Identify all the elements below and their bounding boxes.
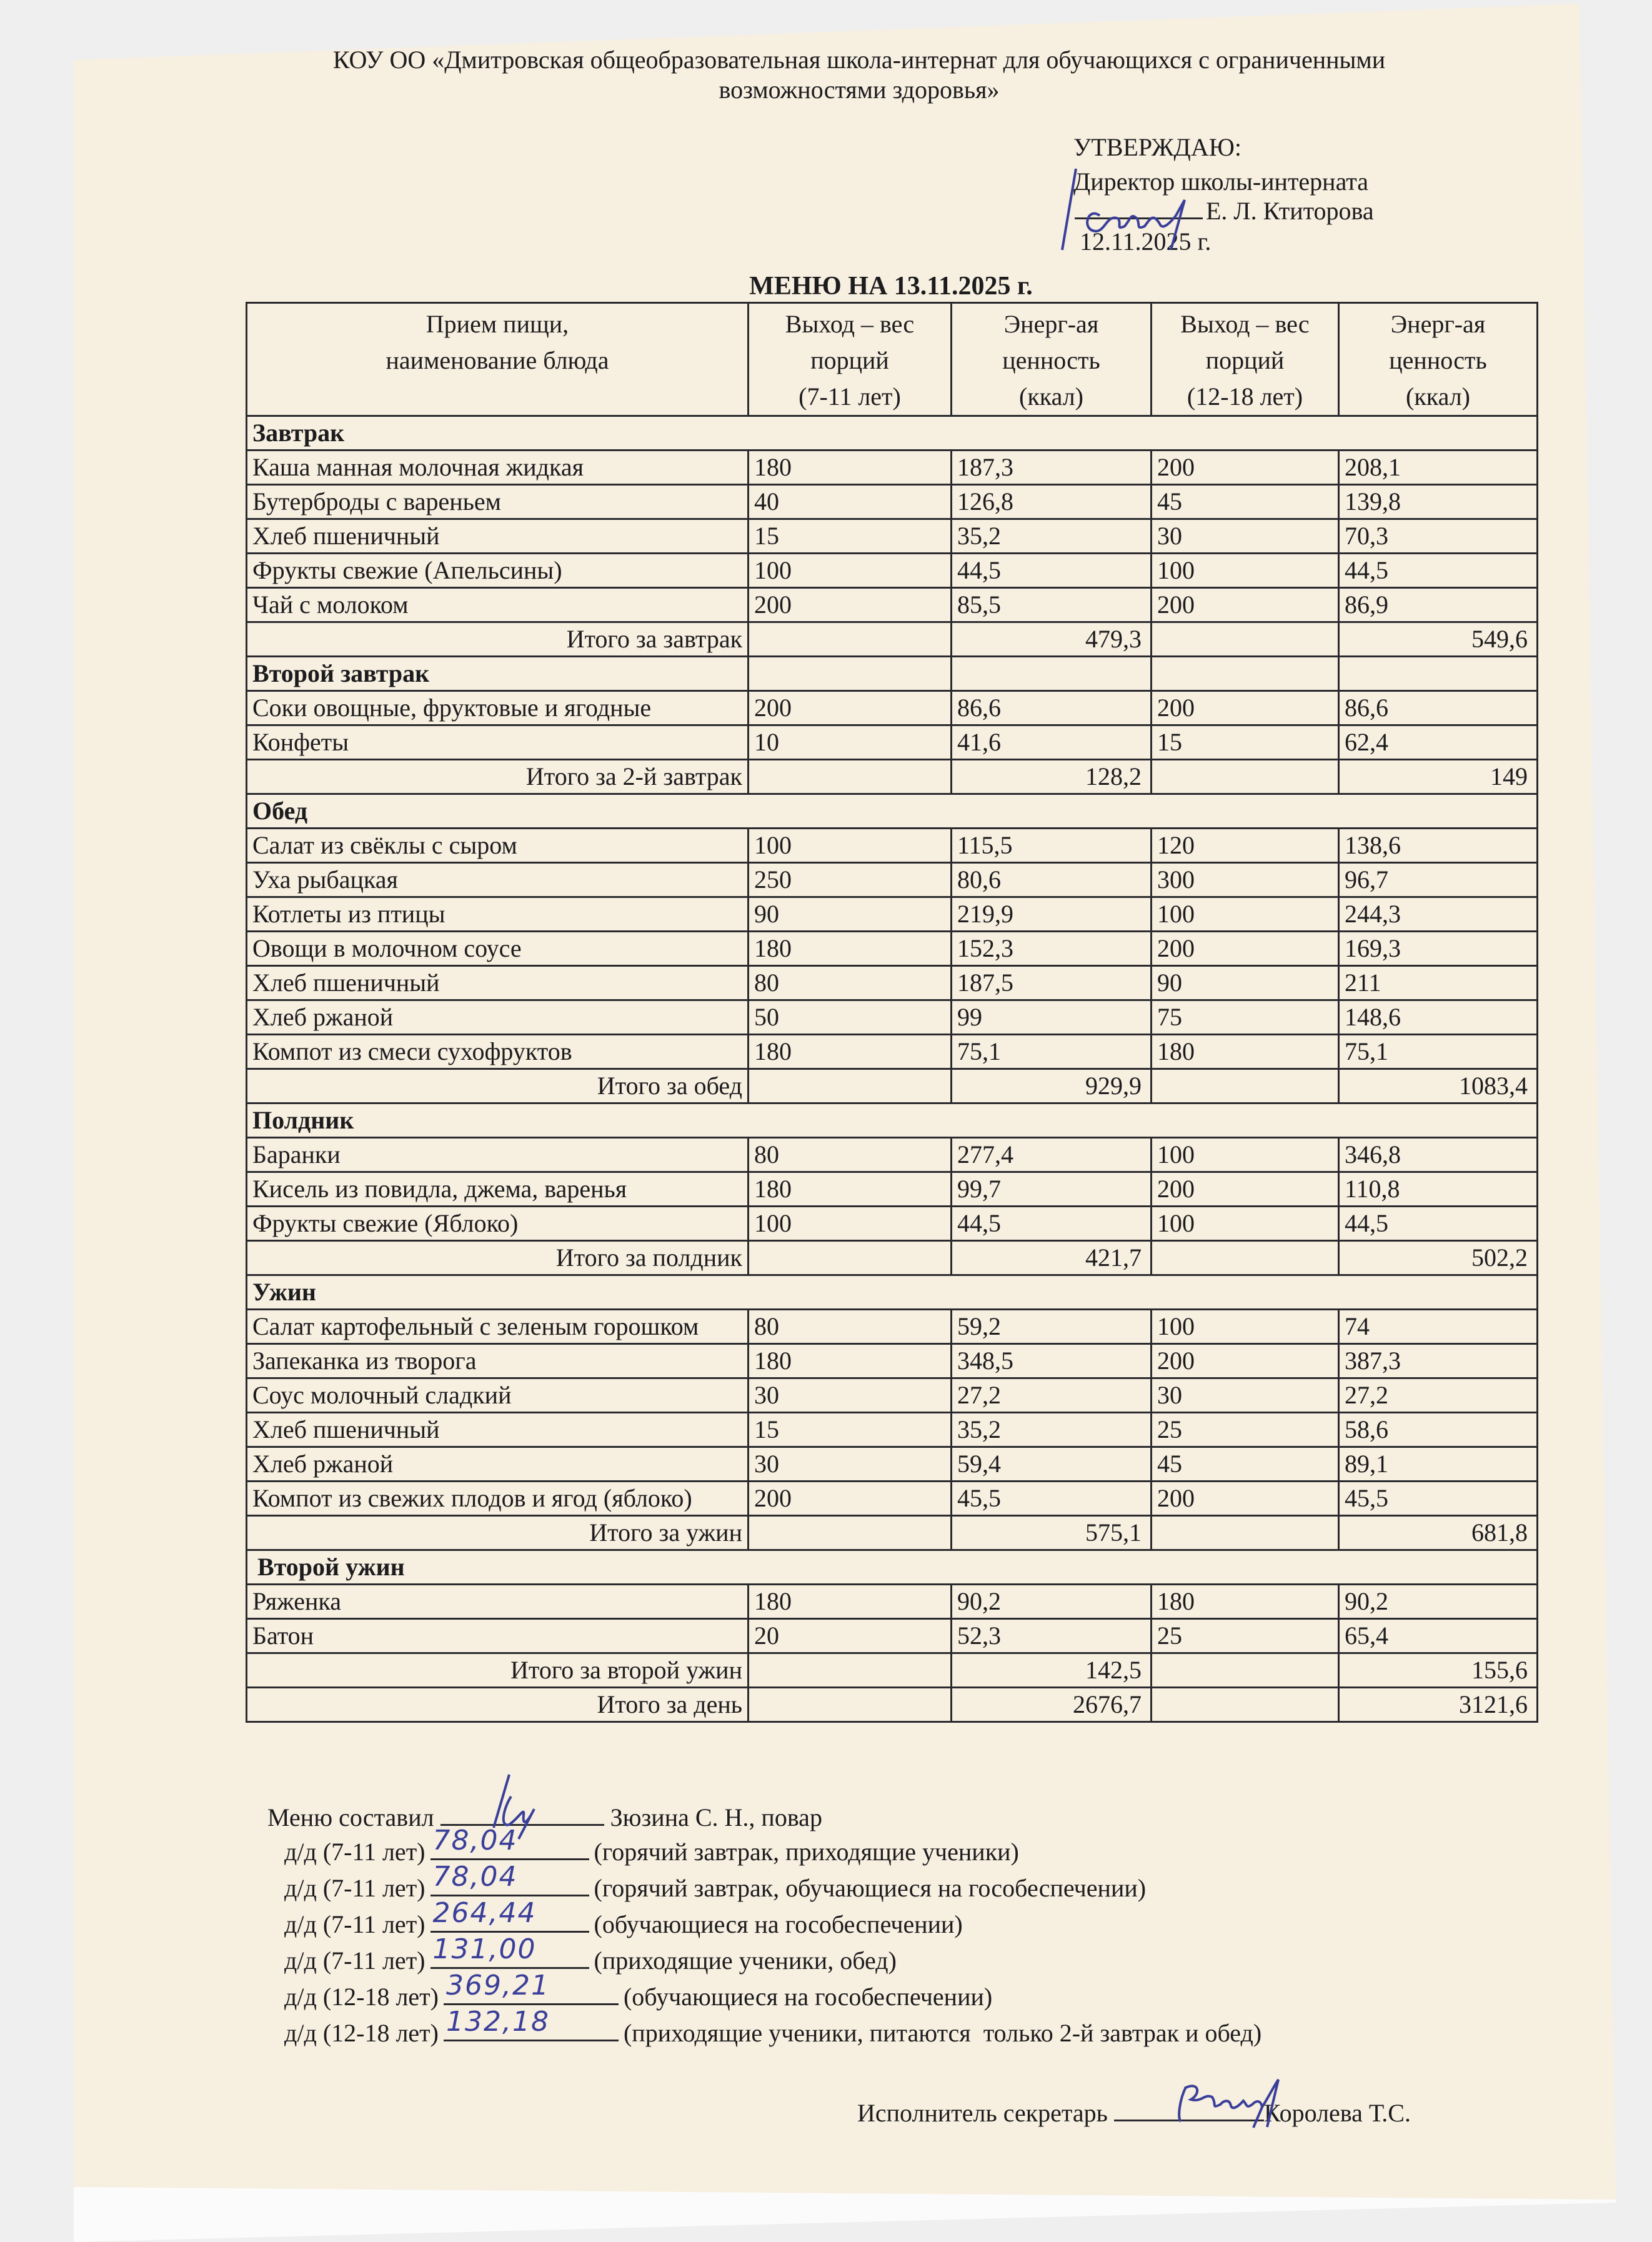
column-header-text: (ккал)	[1406, 382, 1470, 411]
energy-12-18: 211	[1339, 966, 1538, 1000]
cost-amount-handwritten: 78,04	[432, 1861, 518, 1893]
total-energy-12-18: 549,6	[1339, 622, 1538, 657]
column-header-energy-12-18	[1339, 303, 1538, 416]
dish-name: Соки овощные, фруктовые и ягодные	[247, 691, 749, 725]
column-header-text: Энерг-ая	[1390, 310, 1486, 338]
cost-age-group: д/д (12-18 лет)	[284, 2019, 439, 2047]
energy-7-11: 35,2	[952, 1413, 1152, 1447]
total-label: Итого за второй ужин	[247, 1653, 749, 1688]
dish-name: Хлеб пшеничный	[247, 519, 749, 554]
energy-12-18: 70,3	[1339, 519, 1538, 554]
weight-7-11: 80	[749, 966, 952, 1000]
dish-name: Компот из смеси сухофруктов	[247, 1035, 749, 1069]
cost-amount-handwritten: 132,18	[445, 2006, 550, 2038]
column-header-text: порций	[810, 346, 889, 374]
dish-name: Фрукты свежие (Яблоко)	[247, 1207, 749, 1241]
weight-12-18: 200	[1152, 451, 1339, 485]
approval-title: УТВЕРЖДАЮ:	[1073, 133, 1241, 161]
dish-name: Хлеб ржаной	[247, 1000, 749, 1035]
approval-name: Е. Л. Ктиторова	[1206, 197, 1374, 225]
weight-12-18: 100	[1152, 1310, 1339, 1344]
section-header-row	[247, 1104, 1538, 1138]
section-total-row	[247, 1653, 1538, 1688]
column-header-text: ценность	[1002, 346, 1100, 374]
energy-7-11: 219,9	[952, 897, 1152, 932]
energy-7-11: 152,3	[952, 932, 1152, 966]
empty-cell	[1152, 760, 1339, 794]
energy-12-18: 96,7	[1339, 863, 1538, 897]
table-row	[247, 863, 1538, 897]
section-title: Ужин	[247, 1275, 1538, 1310]
weight-7-11: 80	[749, 1138, 952, 1172]
weight-12-18: 100	[1152, 554, 1339, 588]
total-energy-7-11: 929,9	[952, 1069, 1152, 1104]
energy-12-18: 90,2	[1339, 1585, 1538, 1619]
section-total-row	[247, 1069, 1538, 1104]
column-header-text: ценность	[1389, 346, 1487, 374]
column-header-energy-7-11	[952, 303, 1152, 416]
energy-7-11: 44,5	[952, 1207, 1152, 1241]
energy-12-18: 58,6	[1339, 1413, 1538, 1447]
cost-amount-field	[430, 1933, 589, 1969]
cost-amount-field	[444, 1970, 619, 2005]
cost-amount-field	[444, 2006, 619, 2041]
weight-7-11: 180	[749, 1344, 952, 1378]
dish-name: Конфеты	[247, 725, 749, 760]
weight-12-18: 25	[1152, 1413, 1339, 1447]
cost-amount-handwritten: 369,21	[445, 1970, 550, 2001]
total-label: Итого за завтрак	[247, 622, 749, 657]
weight-12-18: 300	[1152, 863, 1339, 897]
energy-7-11: 44,5	[952, 554, 1152, 588]
organization-name-line1: КОУ ОО «Дмитровская общеобразовательная школа-интернат для обучающихся с ограниченными	[332, 46, 1386, 74]
empty-cell	[749, 1241, 952, 1275]
cost-note: (горячий завтрак, обучающиеся на гособеспечении)	[594, 1874, 1147, 1902]
table-row	[247, 1172, 1538, 1207]
table-row	[247, 1447, 1538, 1482]
energy-7-11: 59,4	[952, 1447, 1152, 1482]
energy-12-18: 44,5	[1339, 554, 1538, 588]
weight-7-11: 80	[749, 1310, 952, 1344]
dish-name: Кисель из повидла, джема, варенья	[247, 1172, 749, 1207]
energy-12-18: 110,8	[1339, 1172, 1538, 1207]
section-header-row	[247, 1550, 1538, 1585]
table-row	[247, 1035, 1538, 1069]
energy-7-11: 115,5	[952, 829, 1152, 863]
energy-7-11: 45,5	[952, 1482, 1152, 1516]
weight-7-11: 100	[749, 1207, 952, 1241]
empty-cell	[1152, 1516, 1339, 1550]
energy-7-11: 35,2	[952, 519, 1152, 554]
column-header-text: (ккал)	[1019, 382, 1083, 411]
table-row	[247, 451, 1538, 485]
cost-row	[284, 1825, 1019, 1866]
empty-cell	[1152, 1653, 1339, 1688]
dish-name: Котлеты из птицы	[247, 897, 749, 932]
cost-note: (горячий завтрак, приходящие ученики)	[594, 1838, 1019, 1866]
dish-name: Соус молочный сладкий	[247, 1378, 749, 1413]
total-energy-12-18: 681,8	[1339, 1516, 1538, 1550]
energy-12-18: 27,2	[1339, 1378, 1538, 1413]
day-total-label: Итого за день	[247, 1688, 749, 1722]
table-row	[247, 1585, 1538, 1619]
dish-name: Компот из свежих плодов и ягод (яблоко)	[247, 1482, 749, 1516]
weight-7-11: 180	[749, 1172, 952, 1207]
empty-cell	[749, 1516, 952, 1550]
weight-7-11: 180	[749, 1035, 952, 1069]
cost-note: (обучающиеся на гособеспечении)	[594, 1910, 963, 1938]
director-signature	[1037, 156, 1237, 281]
column-header-text: Выход – вес	[785, 310, 915, 338]
dish-name: Салат картофельный с зеленым горошком	[247, 1310, 749, 1344]
weight-7-11: 200	[749, 588, 952, 622]
cost-amount-handwritten: 264,44	[432, 1897, 537, 1929]
section-total-row	[247, 622, 1538, 657]
energy-7-11: 277,4	[952, 1138, 1152, 1172]
column-header-text: (12-18 лет)	[1187, 382, 1303, 411]
total-label: Итого за полдник	[247, 1241, 749, 1275]
cost-amount-handwritten: 131,00	[432, 1933, 537, 1965]
column-header-text: порций	[1205, 346, 1285, 374]
empty-cell	[749, 760, 952, 794]
energy-12-18: 346,8	[1339, 1138, 1538, 1172]
menu-title: МЕНЮ НА 13.11.2025 г.	[749, 272, 1033, 301]
table-row	[247, 691, 1538, 725]
energy-7-11: 99	[952, 1000, 1152, 1035]
column-header-text: Энерг-ая	[1003, 310, 1099, 338]
section-title: Второй завтрак	[247, 657, 749, 691]
energy-12-18: 74	[1339, 1310, 1538, 1344]
weight-12-18: 100	[1152, 1138, 1339, 1172]
dish-name: Овощи в молочном соусе	[247, 932, 749, 966]
column-header-dish	[247, 303, 749, 416]
weight-7-11: 180	[749, 1585, 952, 1619]
total-energy-12-18: 149	[1339, 760, 1538, 794]
weight-7-11: 15	[749, 519, 952, 554]
dish-name: Хлеб ржаной	[247, 1447, 749, 1482]
cost-amount-handwritten: 78,04	[432, 1825, 518, 1856]
weight-7-11: 40	[749, 485, 952, 519]
empty-cell	[749, 622, 952, 657]
dish-name: Бутерброды с вареньем	[247, 485, 749, 519]
cost-age-group: д/д (7-11 лет)	[284, 1910, 425, 1938]
table-row	[247, 897, 1538, 932]
table-row	[247, 588, 1538, 622]
day-total-row	[247, 1688, 1538, 1722]
section-title: Обед	[247, 794, 1538, 829]
cost-age-group: д/д (7-11 лет)	[284, 1874, 425, 1902]
total-energy-12-18: 1083,4	[1339, 1069, 1538, 1104]
column-header-text: (7-11 лет)	[799, 382, 901, 411]
weight-7-11: 20	[749, 1619, 952, 1653]
cost-age-group: д/д (7-11 лет)	[284, 1838, 425, 1866]
column-header-weight-12-18	[1152, 303, 1339, 416]
composed-by-name: Зюзина С. Н., повар	[610, 1803, 822, 1831]
total-energy-7-11: 479,3	[952, 622, 1152, 657]
weight-12-18: 180	[1152, 1585, 1339, 1619]
empty-cell	[749, 1653, 952, 1688]
dish-name: Чай с молоком	[247, 588, 749, 622]
table-row	[247, 966, 1538, 1000]
section-header-row	[247, 1275, 1538, 1310]
table-row	[247, 829, 1538, 863]
energy-12-18: 44,5	[1339, 1207, 1538, 1241]
cost-row	[284, 1861, 1147, 1902]
energy-7-11: 187,5	[952, 966, 1152, 1000]
total-energy-7-11: 421,7	[952, 1241, 1152, 1275]
table-row	[247, 1138, 1538, 1172]
menu-table	[246, 302, 1538, 1723]
energy-12-18: 148,6	[1339, 1000, 1538, 1035]
approval-date: 12.11.2025 г.	[1080, 227, 1212, 256]
weight-12-18: 100	[1152, 1207, 1339, 1241]
empty-cell	[1339, 657, 1538, 691]
executor-name: Королева Т.С.	[1263, 2099, 1411, 2127]
section-total-row	[247, 1516, 1538, 1550]
weight-7-11: 180	[749, 932, 952, 966]
dish-name: Уха рыбацкая	[247, 863, 749, 897]
weight-12-18: 200	[1152, 932, 1339, 966]
total-label: Итого за обед	[247, 1069, 749, 1104]
energy-12-18: 86,6	[1339, 691, 1538, 725]
energy-7-11: 86,6	[952, 691, 1152, 725]
weight-7-11: 90	[749, 897, 952, 932]
table-row	[247, 932, 1538, 966]
empty-cell	[1152, 1241, 1339, 1275]
empty-cell	[749, 1069, 952, 1104]
column-header-weight-7-11	[749, 303, 952, 416]
weight-12-18: 30	[1152, 519, 1339, 554]
table-row	[247, 725, 1538, 760]
weight-12-18: 100	[1152, 897, 1339, 932]
energy-12-18: 139,8	[1339, 485, 1538, 519]
table-row	[247, 1310, 1538, 1344]
table-row	[247, 1000, 1538, 1035]
total-energy-12-18: 502,2	[1339, 1241, 1538, 1275]
weight-12-18: 25	[1152, 1619, 1339, 1653]
composed-by-label: Меню составил	[267, 1803, 434, 1831]
energy-12-18: 65,4	[1339, 1619, 1538, 1653]
energy-12-18: 138,6	[1339, 829, 1538, 863]
day-total-energy-7-11: 2676,7	[952, 1688, 1152, 1722]
table-row	[247, 485, 1538, 519]
weight-7-11: 250	[749, 863, 952, 897]
cost-amount-field	[430, 1897, 589, 1933]
table-row	[247, 1413, 1538, 1447]
energy-12-18: 387,3	[1339, 1344, 1538, 1378]
total-energy-7-11: 575,1	[952, 1516, 1152, 1550]
total-label: Итого за 2-й завтрак	[247, 760, 749, 794]
weight-12-18: 75	[1152, 1000, 1339, 1035]
energy-12-18: 208,1	[1339, 451, 1538, 485]
weight-12-18: 15	[1152, 725, 1339, 760]
energy-12-18: 62,4	[1339, 725, 1538, 760]
section-total-row	[247, 760, 1538, 794]
section-header-row	[247, 794, 1538, 829]
weight-12-18: 30	[1152, 1378, 1339, 1413]
total-label: Итого за ужин	[247, 1516, 749, 1550]
energy-7-11: 90,2	[952, 1585, 1152, 1619]
section-total-row	[247, 1241, 1538, 1275]
energy-12-18: 169,3	[1339, 932, 1538, 966]
column-header-text: Прием пищи,	[425, 310, 569, 338]
dish-name: Хлеб пшеничный	[247, 966, 749, 1000]
section-title: Завтрак	[247, 416, 1538, 451]
weight-7-11: 15	[749, 1413, 952, 1447]
cost-amount-field	[430, 1861, 589, 1896]
energy-7-11: 52,3	[952, 1619, 1152, 1653]
weight-12-18: 200	[1152, 588, 1339, 622]
weight-7-11: 200	[749, 691, 952, 725]
table-header-row	[247, 303, 1538, 416]
empty-cell	[749, 657, 952, 691]
weight-7-11: 50	[749, 1000, 952, 1035]
table-row	[247, 1207, 1538, 1241]
table-row	[247, 1344, 1538, 1378]
energy-12-18: 244,3	[1339, 897, 1538, 932]
weight-12-18: 200	[1152, 1172, 1339, 1207]
total-energy-7-11: 128,2	[952, 760, 1152, 794]
menu-table-body	[247, 416, 1538, 1722]
empty-cell	[1152, 1688, 1339, 1722]
empty-cell	[1152, 622, 1339, 657]
total-energy-7-11: 142,5	[952, 1653, 1152, 1688]
column-header-text: Выход – вес	[1180, 310, 1310, 338]
section-header-row	[247, 657, 1538, 691]
total-energy-12-18: 155,6	[1339, 1653, 1538, 1688]
dish-name: Салат из свёклы с сыром	[247, 829, 749, 863]
weight-7-11: 30	[749, 1447, 952, 1482]
energy-7-11: 80,6	[952, 863, 1152, 897]
energy-7-11: 99,7	[952, 1172, 1152, 1207]
energy-12-18: 75,1	[1339, 1035, 1538, 1069]
table-row	[247, 1482, 1538, 1516]
section-title: Полдник	[247, 1104, 1538, 1138]
weight-7-11: 100	[749, 829, 952, 863]
weight-12-18: 200	[1152, 691, 1339, 725]
dish-name: Ряженка	[247, 1585, 749, 1619]
weight-7-11: 10	[749, 725, 952, 760]
table-row	[247, 519, 1538, 554]
empty-cell	[749, 1688, 952, 1722]
weight-12-18: 90	[1152, 966, 1339, 1000]
weight-12-18: 200	[1152, 1344, 1339, 1378]
executor-row	[857, 2098, 1411, 2126]
executor-label: Исполнитель секретарь	[857, 2099, 1108, 2127]
dish-name: Баранки	[247, 1138, 749, 1172]
cost-row	[284, 1897, 963, 1938]
energy-12-18: 86,9	[1339, 588, 1538, 622]
column-header-text: наименование блюда	[386, 346, 609, 374]
cost-row	[284, 1970, 993, 2011]
cost-age-group: д/д (7-11 лет)	[284, 1946, 425, 1975]
dish-name: Запеканка из творога	[247, 1344, 749, 1378]
executor-signature	[1173, 2075, 1323, 2131]
cost-note: (обучающиеся на гособеспечении)	[623, 1983, 993, 2011]
energy-7-11: 75,1	[952, 1035, 1152, 1069]
table-row	[247, 1619, 1538, 1653]
energy-7-11: 59,2	[952, 1310, 1152, 1344]
approval-position: Директор школы-интерната	[1073, 167, 1369, 196]
energy-12-18: 89,1	[1339, 1447, 1538, 1482]
section-header-row	[247, 416, 1538, 451]
dish-name: Хлеб пшеничный	[247, 1413, 749, 1447]
energy-7-11: 348,5	[952, 1344, 1152, 1378]
dish-name: Батон	[247, 1619, 749, 1653]
energy-7-11: 27,2	[952, 1378, 1152, 1413]
section-title: Второй ужин	[247, 1550, 1538, 1585]
weight-7-11: 100	[749, 554, 952, 588]
dish-name: Фрукты свежие (Апельсины)	[247, 554, 749, 588]
energy-7-11: 126,8	[952, 485, 1152, 519]
weight-12-18: 180	[1152, 1035, 1339, 1069]
energy-7-11: 85,5	[952, 588, 1152, 622]
weight-12-18: 45	[1152, 485, 1339, 519]
table-row	[247, 1378, 1538, 1413]
empty-cell	[952, 657, 1152, 691]
cost-row	[284, 2006, 1262, 2047]
cost-note: (приходящие ученики, обед)	[594, 1946, 897, 1975]
energy-7-11: 187,3	[952, 451, 1152, 485]
table-row	[247, 554, 1538, 588]
weight-7-11: 30	[749, 1378, 952, 1413]
cost-note: (приходящие ученики, питаются только 2-й завтрак и обед)	[623, 2019, 1262, 2047]
day-total-energy-12-18: 3121,6	[1339, 1688, 1538, 1722]
cost-row	[284, 1933, 897, 1975]
weight-12-18: 45	[1152, 1447, 1339, 1482]
organization-name-line2: возможностями здоровья»	[719, 76, 1000, 104]
weight-12-18: 200	[1152, 1482, 1339, 1516]
dish-name: Каша манная молочная жидкая	[247, 451, 749, 485]
cost-age-group: д/д (12-18 лет)	[284, 1983, 439, 2011]
empty-cell	[1152, 1069, 1339, 1104]
weight-7-11: 200	[749, 1482, 952, 1516]
energy-12-18: 45,5	[1339, 1482, 1538, 1516]
weight-12-18: 120	[1152, 829, 1339, 863]
cost-amount-field	[430, 1825, 589, 1860]
weight-7-11: 180	[749, 451, 952, 485]
empty-cell	[1152, 657, 1339, 691]
energy-7-11: 41,6	[952, 725, 1152, 760]
